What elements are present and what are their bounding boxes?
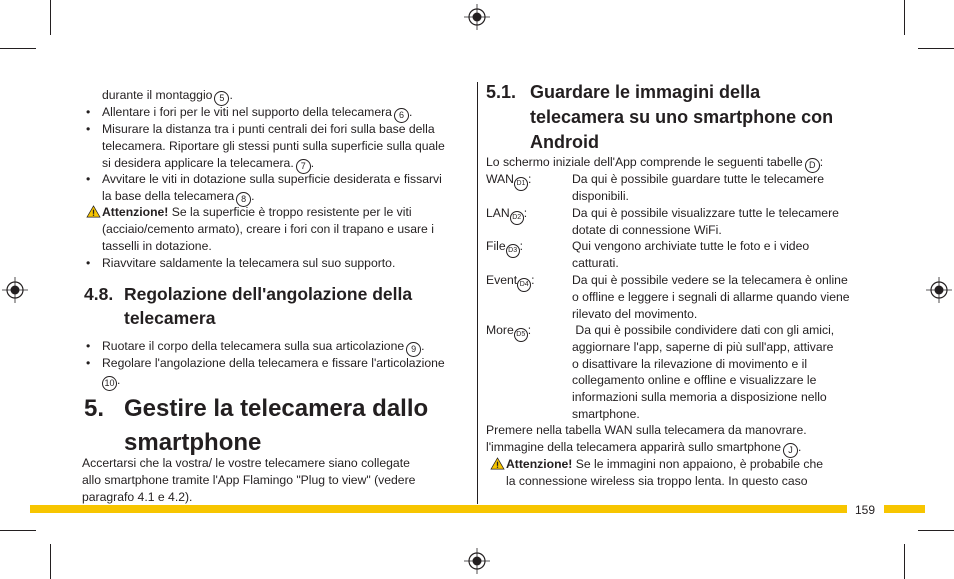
tab-term-event: Event D4 : [486, 272, 535, 292]
ref-marker: D5 [514, 328, 528, 342]
section-number: 5.1. [486, 82, 517, 102]
column-divider [477, 82, 478, 504]
chapter-paragraph: Accertarsi che la vostra/ le vostre telecamere siano collegate allo smartphone tramite l'App Flamingo "Plug to view" (vedere paragrafo 4.1 e 4.2). [82, 456, 416, 504]
crop-mark [904, 0, 905, 35]
warning-icon [490, 457, 505, 470]
ref-marker: 8 [236, 192, 251, 207]
crop-mark [0, 48, 36, 49]
bullet-icon: • [86, 122, 91, 136]
closing-paragraph: Premere nella tabella WAN sulla telecamera da manovrare. l'immagine della telecamera apparirà sullo smartphone J . [486, 422, 807, 458]
chapter-number: 5. [84, 395, 105, 422]
list-item: Riavvitare saldamente la telecamera sul suo supporto. [102, 256, 396, 270]
bullet-icon: • [86, 105, 91, 119]
list-item: Misurare la distanza tra i punti centrali dei fori sulla base della telecamera. Riportare gli stessi punti sulla superficie sulla quale si desidera applicare la telecamera. 7 . [102, 121, 445, 174]
section-title: Regolazione dell'angolazione della telecamera [124, 284, 413, 328]
section-title: Guardare le immagini della telecamera su uno smartphone con Android [530, 82, 834, 152]
tab-description: Da qui è possibile condividere dati con gli amici, aggiornare l'app, saperne di più sull'app, attivare o disattivare la rilevazione di movimento e il collegamento online e offline e visualizzare le informazioni sulla memoria a disposizione nello smartphone. [572, 323, 835, 421]
warning-icon [86, 205, 101, 218]
tab-description: Da qui è possibile guardare tutte le telecamere disponibili. [572, 172, 825, 203]
ref-marker: 7 [296, 159, 311, 174]
tab-term-wan: WAN D1 : [486, 171, 531, 191]
bullet-icon: • [86, 172, 91, 186]
tab-term-more: More D5 : [486, 322, 531, 342]
warning-note: Attenzione! Se le immagini non appaiono, è probabile che la connessione wireless sia troppo lenta. In questo caso [490, 456, 823, 490]
registration-mark-icon [464, 548, 490, 574]
section-number: 4.8. [84, 284, 114, 304]
crop-mark [50, 544, 51, 579]
crop-mark [918, 530, 954, 531]
tab-description: Da qui è possibile visualizzare tutte le telecamere dotate di connessione WiFi. [572, 206, 839, 237]
ref-marker: 10 [102, 376, 117, 391]
ref-marker: 6 [394, 108, 409, 123]
warning-note: Attenzione! Se la superficie è troppo resistente per le viti (acciaio/cemento armato), creare i fori con il trapano e usare i tasselli in dotazione. [86, 204, 434, 254]
crop-mark [904, 544, 905, 579]
crop-mark [0, 530, 36, 531]
ref-marker: J [783, 443, 798, 458]
footer-accent-bar [884, 505, 925, 513]
bullet-icon: • [86, 356, 91, 370]
ref-marker: D4 [517, 278, 531, 292]
registration-mark-icon [926, 277, 952, 303]
tab-description: Qui vengono archiviate tutte le foto e i video catturati. [572, 239, 810, 270]
chapter-title: Gestire la telecamera dallo smartphone [124, 395, 429, 456]
tab-description: Da qui è possibile vedere se la telecamera è online o offline e leggere i segnali di allarme quando viene rilevato del movimento. [572, 273, 850, 321]
tab-term-lan: LAN D2 : [486, 205, 527, 225]
ref-marker: D3 [506, 244, 520, 258]
list-item: Avvitare le viti in dotazione sulla superficie desiderata e fissarvi la base della telecamera 8 . [102, 171, 442, 207]
list-item: Allentare i fori per le viti nel supporto della telecamera 6 . [102, 104, 412, 123]
ref-marker: D1 [514, 177, 528, 191]
ref-marker: D2 [510, 211, 524, 225]
ref-marker: 9 [406, 342, 421, 357]
list-item: Ruotare il corpo della telecamera sulla sua articolazione 9 . [102, 338, 425, 357]
list-item: Regolare l'angolazione della telecamera e fissare l'articolazione 10 . [102, 355, 445, 391]
registration-mark-icon [2, 277, 28, 303]
bullet-icon: • [86, 256, 91, 270]
crop-mark [50, 0, 51, 35]
crop-mark [918, 48, 954, 49]
bullet-icon: • [86, 339, 91, 353]
continuation-line: durante il montaggio 5 . [102, 87, 233, 106]
registration-mark-icon [464, 4, 490, 30]
ref-marker: 5 [214, 91, 229, 106]
page-number: 159 [855, 503, 876, 517]
tab-term-file: File D3 : [486, 238, 523, 258]
footer-accent-bar [30, 505, 847, 513]
ref-marker: D [805, 158, 820, 173]
intro-paragraph: Lo schermo iniziale dell'App comprende le seguenti tabelle D : [486, 154, 823, 173]
